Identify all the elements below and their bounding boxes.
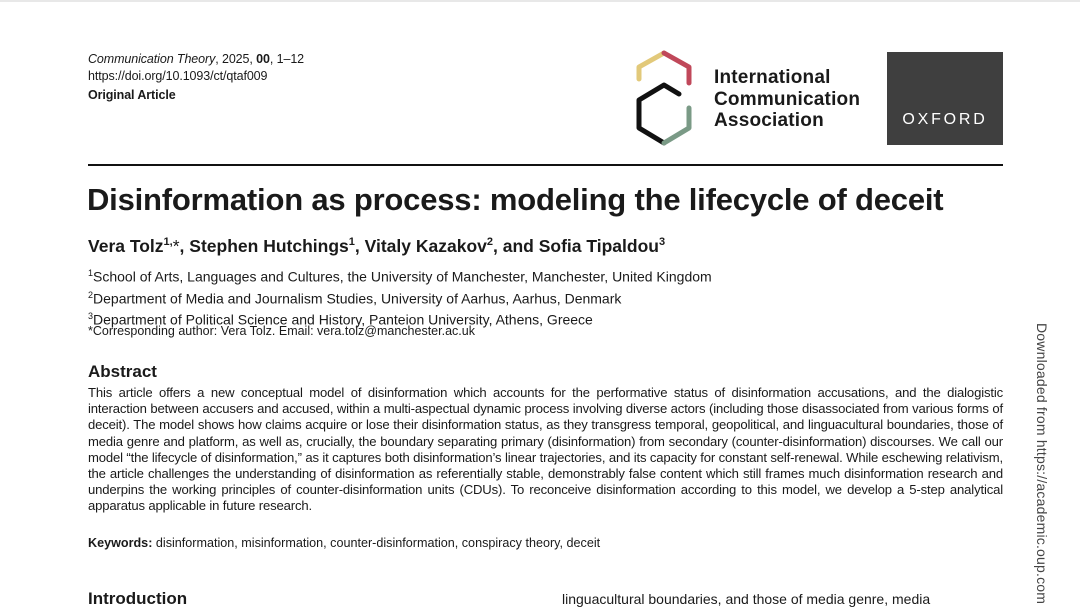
author-separator: , xyxy=(354,235,360,256)
page-range: 1–12 xyxy=(276,52,305,66)
affiliation-item xyxy=(88,286,712,308)
keywords-list: disinformation, misinformation, counter-disinformation, conspiracy theory, deceit xyxy=(155,536,601,550)
author-name: Stephen Hutchings xyxy=(189,235,349,256)
ica-line-1: International xyxy=(714,67,831,88)
author-name: Vitaly Kazakov xyxy=(364,235,487,256)
affiliation-number: 1 xyxy=(88,268,94,278)
publisher-name: OXFORD xyxy=(902,111,988,128)
corresponding-mark: * xyxy=(172,235,180,256)
abstract-heading: Abstract xyxy=(88,362,157,381)
oxford-logo xyxy=(887,52,1003,145)
affiliation-number: 2 xyxy=(88,289,94,300)
column-two-text: linguacultural boundaries, and those of media genre, media xyxy=(562,591,931,607)
author-name: Vera Tolz xyxy=(88,235,164,256)
article-type: Original Article xyxy=(88,88,176,102)
author-list xyxy=(88,230,665,258)
keywords-label: Keywords: xyxy=(88,536,153,550)
doi-link[interactable]: https://doi.org/10.1093/ct/qtaf009 xyxy=(88,69,268,83)
author-affil-sup: 3 xyxy=(658,236,666,248)
author-name: Sofia Tipaldou xyxy=(538,235,659,256)
article-title: Disinformation as process: modeling the lifecycle of deceit xyxy=(87,182,944,217)
year: 2025 xyxy=(221,52,250,66)
download-watermark: Downloaded from https://academic.oup.com xyxy=(1034,323,1050,605)
journal-name: Communication Theory xyxy=(88,52,216,66)
header-divider xyxy=(88,164,1003,166)
affiliation-text: Department of Media and Journalism Studies, University of Aarhus, Aarhus, Denmark xyxy=(93,290,622,307)
author-affil-sup: 1 xyxy=(348,236,355,248)
author-separator: , and xyxy=(493,235,534,256)
ica-line-3: Association xyxy=(714,110,824,131)
affiliation-number: 3 xyxy=(88,311,94,322)
volume: 00 xyxy=(256,52,270,66)
affiliation-text: School of Arts, Languages and Cultures, the University of Manchester, Manchester, United Kingdom xyxy=(93,268,712,285)
introduction-heading: Introduction xyxy=(88,589,188,608)
keywords xyxy=(88,535,600,552)
abstract-text: This article offers a new conceptual model of disinformation which accounts for the performative status of disinformation accusations, and the dialogistic interaction between accusers and accused, within a multi-aspectual dynamic process involving diverse actors (including those disassociated from various forms of deceit). The model shows how claims acquire or lose their disinformation status, as they transgress temporal, geopolitical, and linguacultural boundaries, those of media genre and platform, as well as, crucially, the boundary separating primary (disinformation) from secondary (counter-disinformation) discourses. We call our model “the lifecycle of disinformation,” as it captures both disinformation’s linear trajectories, and its capacity for constant self-renewal. While eschewing relativism, the article challenges the understanding of disinformation as referentially stable, demonstrably false content which still frames much disinformation research and underpins the working principles of counter-disinformation units (CDUs). To reconceive disinformation according to this model, we develop a 5-step analytical apparatus applicable in future research. xyxy=(88,385,1003,514)
ica-name xyxy=(714,67,860,132)
ica-hexagon-logo-icon xyxy=(634,50,694,146)
author-affil-sup: 2 xyxy=(486,236,493,248)
author-affil-sup: 1, xyxy=(163,236,173,248)
article-metadata xyxy=(88,51,304,104)
citation-line: Communication Theory, 2025, 00, 1–12 xyxy=(88,52,305,66)
ica-line-2: Communication xyxy=(714,88,861,110)
affiliation-text: Department of Political Science and History, Panteion University, Athens, Greece xyxy=(93,311,593,328)
corresponding-author: *Corresponding author: Vera Tolz. Email: vera.tolz@manchester.ac.uk xyxy=(88,324,475,338)
affiliations xyxy=(88,264,712,329)
affiliation-item xyxy=(88,264,712,286)
author-separator: , xyxy=(179,235,185,256)
page-top-border xyxy=(0,0,1080,2)
